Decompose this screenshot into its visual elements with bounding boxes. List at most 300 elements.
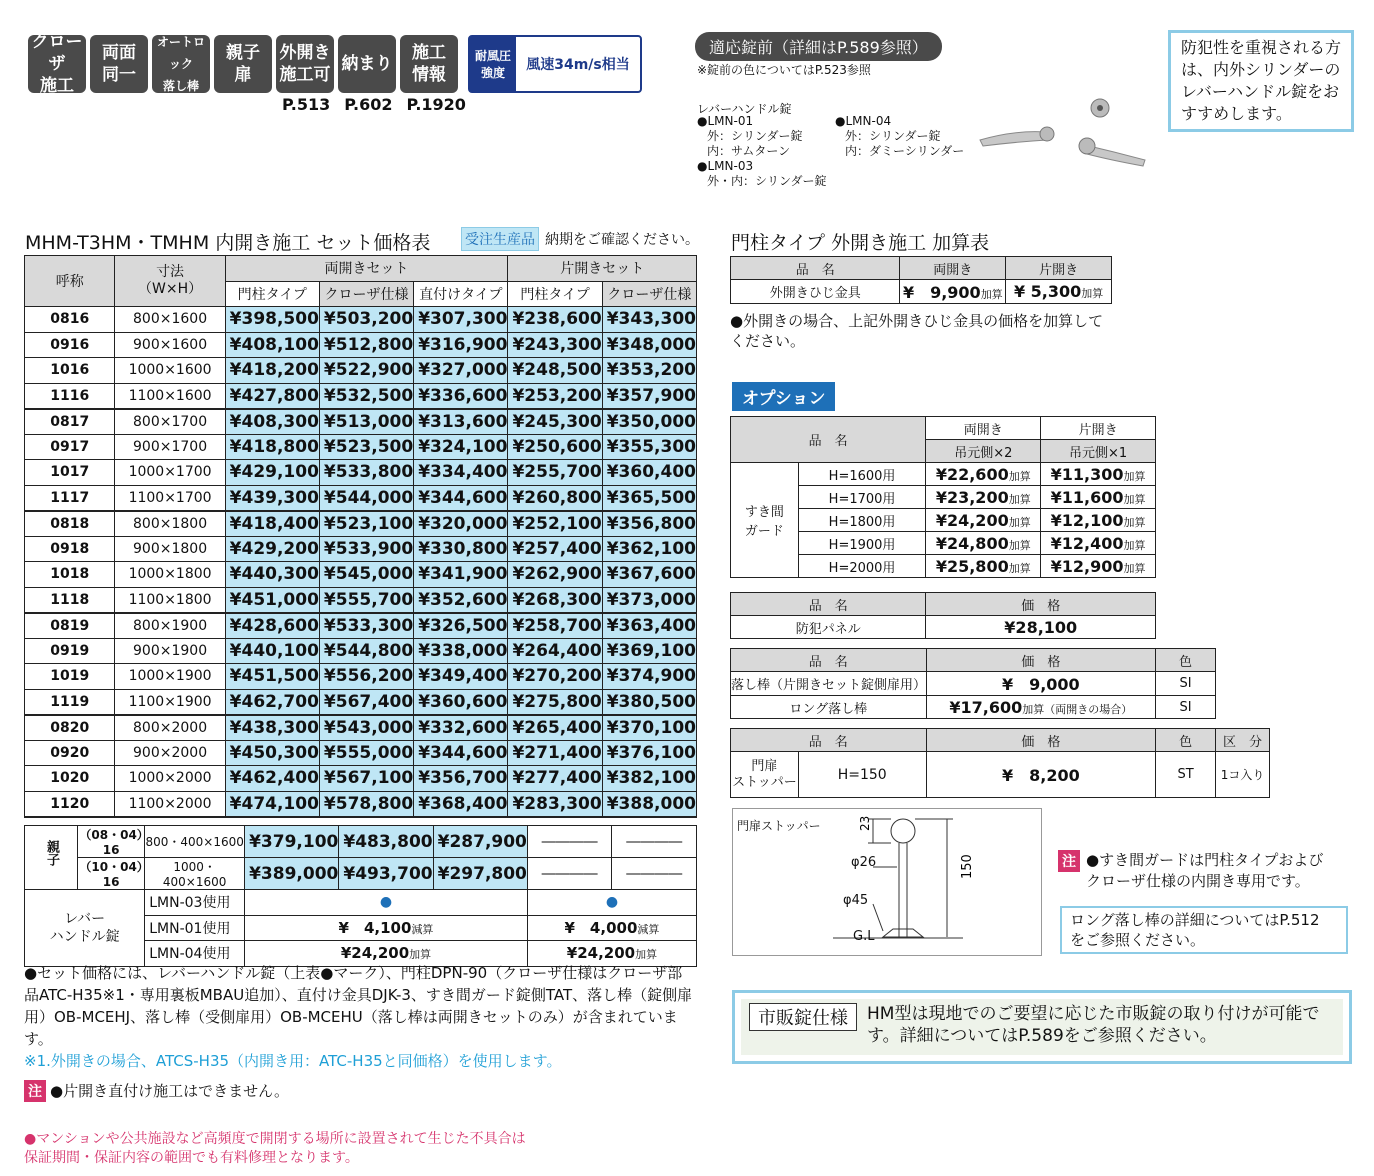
row-code: 0817 (25, 409, 115, 435)
row-price: ¥532,500 (319, 383, 413, 409)
outer-name: 外開きひじ金具 (731, 280, 900, 304)
lever-model: LMN-01使用 (145, 915, 245, 941)
guard-price: ¥24,800加算 (926, 532, 1041, 555)
row-size: 1000×1900 (115, 664, 225, 690)
row-size: 1000×1600 (115, 358, 225, 384)
table-row (25, 332, 697, 358)
row-price: ¥238,600 (508, 307, 602, 333)
row-price: ¥512,800 (319, 332, 413, 358)
row-price: ¥543,000 (319, 715, 413, 741)
row-price: ¥338,000 (414, 638, 508, 664)
oyako-size: 800・400×1600 (145, 826, 245, 858)
row-code: 1019 (25, 664, 115, 690)
row-price: ¥348,000 (602, 332, 696, 358)
guard-price: ¥11,300加算 (1041, 463, 1156, 486)
lock-item: 外：シリンダー錠 (845, 129, 941, 143)
row-price: ¥283,300 (508, 791, 602, 817)
guard-size: H=1600用 (798, 463, 926, 486)
page-ref: P.1920 (406, 95, 466, 114)
guard-h: 両開き (926, 417, 1041, 440)
feature-closer: クローザ 施工 (28, 35, 86, 93)
col-direct: 直付けタイプ (414, 281, 508, 307)
row-price: ¥428,600 (225, 613, 319, 639)
row-price: ¥380,500 (602, 689, 696, 715)
row-price: ¥260,800 (508, 485, 602, 511)
outer-title: 門柱タイプ 外開き施工 加算表 (731, 232, 990, 254)
row-price: ¥544,800 (319, 638, 413, 664)
row-price: ¥355,300 (602, 434, 696, 460)
row-size: 800×1800 (115, 511, 225, 537)
market-label: 市販錠仕様 (749, 1003, 857, 1031)
note-set: ●セット価格には、レバーハンドル錠（上表●マーク）、門柱DPN-90（クローザ仕様はクローザ部品ATC-H35※1・専用裏板MBAU追加）、直付け金具DJK-3、すき間ガード錠側TAT、落し棒（錠側扉用）OB-MCEHJ、落し棒（受側扉用）OB-MCEHU（落し棒は両開きセットのみ）が含まれています。 (24, 964, 693, 1048)
panel-h: 品 名 (731, 593, 926, 616)
note-red: ●マンションや公共施設など高頻度で開閉する場所に設置されて生じた不具合は 保証期間・保証内容の範囲でも有料修理となります。 (24, 1131, 526, 1166)
table-row (25, 485, 697, 511)
lever-price: ¥24,200加算 (245, 941, 528, 967)
outer-h: 品 名 (731, 257, 900, 280)
row-price: ¥258,700 (508, 613, 602, 639)
lever-mark: ● (245, 890, 528, 916)
row-price: ¥398,500 (225, 307, 319, 333)
col-pillar: 門柱タイプ (225, 281, 319, 307)
stopper-h: 区 分 (1216, 729, 1270, 752)
main-title: MHM-T3HM・TMHM 内開き施工 セット価格表 (25, 232, 431, 254)
dash: ―――― (527, 826, 612, 858)
guard-size: H=2000用 (798, 555, 926, 578)
row-price: ¥373,000 (602, 587, 696, 613)
row-price: ¥368,400 (414, 791, 508, 817)
stopper-price: ¥ 8,200 (926, 752, 1156, 798)
row-price: ¥343,300 (602, 307, 696, 333)
col-name: 呼称 (25, 256, 115, 307)
table-row (25, 791, 697, 817)
feature-oyako: 親子 扉 (214, 35, 272, 93)
oyako-price: ¥493,700 (339, 858, 433, 890)
stopper-name: 門扉 ストッパー (731, 752, 799, 798)
lock-item: 外：シリンダー錠 (707, 129, 803, 143)
price-table (24, 255, 697, 818)
row-price: ¥307,300 (414, 307, 508, 333)
row-price: ¥360,600 (414, 689, 508, 715)
lock-items-right (835, 114, 964, 159)
row-price: ¥556,200 (319, 664, 413, 690)
caution-mark: 注 (1058, 850, 1080, 872)
lever-price: ¥ 4,000減算 (527, 915, 696, 941)
row-price: ¥369,100 (602, 638, 696, 664)
row-price: ¥341,900 (414, 562, 508, 588)
row-price: ¥462,700 (225, 689, 319, 715)
outer-price: ¥ 5,300加算 (1006, 280, 1112, 304)
table-row (25, 766, 697, 792)
row-size: 1000×2000 (115, 766, 225, 792)
wind-value: 風速34m/s相当 (516, 37, 640, 91)
row-price: ¥365,500 (602, 485, 696, 511)
rod-name: 落し棒（片開きセット錠側扉用） (731, 672, 927, 696)
guard-h: 片開き (1041, 417, 1156, 440)
row-code: 0917 (25, 434, 115, 460)
row-price: ¥330,800 (414, 536, 508, 562)
rod-name: ロング落し棒 (731, 696, 927, 719)
row-price: ¥429,100 (225, 460, 319, 486)
row-price: ¥544,000 (319, 485, 413, 511)
row-price: ¥462,400 (225, 766, 319, 792)
row-price: ¥474,100 (225, 791, 319, 817)
row-code: 1118 (25, 587, 115, 613)
table-row (25, 740, 697, 766)
stopper-h: 価 格 (926, 729, 1156, 752)
row-price: ¥356,800 (602, 511, 696, 537)
market-text: HM型は現地でのご要望に応じた市販錠の取り付けが可能です。詳細についてはP.589をご参照ください。 (867, 1004, 1320, 1046)
feature-autolock: オートロック 落し棒 (152, 35, 210, 93)
table-row (25, 434, 697, 460)
row-code: 1116 (25, 383, 115, 409)
dash: ―――― (527, 858, 612, 890)
col-closer: クローザ仕様 (319, 281, 413, 307)
row-price: ¥408,100 (225, 332, 319, 358)
rod-color: SI (1156, 696, 1216, 719)
main-notes (24, 962, 696, 1072)
lever-handle-icon (975, 90, 1155, 170)
row-price: ¥382,100 (602, 766, 696, 792)
row-size: 900×1900 (115, 638, 225, 664)
row-price: ¥533,300 (319, 613, 413, 639)
row-price: ¥313,600 (414, 409, 508, 435)
note-single-row (24, 1080, 289, 1102)
row-price: ¥450,300 (225, 740, 319, 766)
rod-h: 価 格 (926, 649, 1156, 672)
lock-item: ●LMN-03 (697, 159, 754, 173)
option-title: オプション (732, 382, 835, 411)
oyako-code: （08・04）16 (78, 826, 145, 858)
row-price: ¥332,600 (414, 715, 508, 741)
dash: ―――― (612, 826, 697, 858)
row-price: ¥408,300 (225, 409, 319, 435)
guard-h: 吊元側×1 (1041, 440, 1156, 463)
row-price: ¥252,100 (508, 511, 602, 537)
table-row (25, 613, 697, 639)
note-single: ●片開き直付け施工はできません。 (50, 1082, 289, 1100)
row-code: 0820 (25, 715, 115, 741)
badge-order: 受注生産品 (461, 227, 539, 251)
badge-note: 納期をご確認ください。 (545, 232, 699, 248)
panel-h: 価 格 (926, 593, 1156, 616)
stopper-unit: 1コ入り (1216, 752, 1270, 798)
outer-h: 両開き (900, 257, 1006, 280)
recommend-box: 防犯性を重視される方は、内外シリンダーのレバーハンドル錠をおすすめします。 (1168, 30, 1354, 132)
table-row (25, 587, 697, 613)
row-size: 1100×2000 (115, 791, 225, 817)
lever-price: ¥ 4,100減算 (245, 915, 528, 941)
row-code: 0819 (25, 613, 115, 639)
feature-outer-open: 外開き 施工可 (276, 35, 334, 93)
guard-price: ¥12,100加算 (1041, 509, 1156, 532)
outer-h: 片開き (1006, 257, 1112, 280)
row-size: 900×1800 (115, 536, 225, 562)
guard-price: ¥22,600加算 (926, 463, 1041, 486)
row-price: ¥555,700 (319, 587, 413, 613)
row-price: ¥362,100 (602, 536, 696, 562)
table-row (25, 460, 697, 486)
row-code: 1018 (25, 562, 115, 588)
outer-table (730, 256, 1112, 304)
feature-icons (28, 32, 458, 96)
row-price: ¥264,400 (508, 638, 602, 664)
dash: ―――― (612, 858, 697, 890)
row-price: ¥440,300 (225, 562, 319, 588)
row-code: 1119 (25, 689, 115, 715)
table-row (25, 358, 697, 384)
row-price: ¥360,400 (602, 460, 696, 486)
stopper-table (730, 728, 1270, 798)
row-price: ¥418,200 (225, 358, 319, 384)
oyako-price: ¥297,800 (433, 858, 527, 890)
guard-size: H=1900用 (798, 532, 926, 555)
col-closer: クローザ仕様 (602, 281, 696, 307)
lock-item: ●LMN-04 (835, 114, 892, 128)
row-price: ¥277,400 (508, 766, 602, 792)
oyako-price: ¥389,000 (245, 858, 339, 890)
guard-price: ¥25,800加算 (926, 555, 1041, 578)
rod-price: ¥17,600加算（両開きの場合） (926, 696, 1156, 719)
row-price: ¥245,300 (508, 409, 602, 435)
row-price: ¥451,000 (225, 587, 319, 613)
row-price: ¥429,200 (225, 536, 319, 562)
row-price: ¥367,600 (602, 562, 696, 588)
stopper-diagram (732, 808, 1042, 956)
dim-gl: G.L (853, 929, 875, 944)
row-code: 1016 (25, 358, 115, 384)
guard-label: すき間 ガード (731, 463, 799, 578)
lever-model: LMN-03使用 (145, 890, 245, 916)
stopper-drawing (733, 809, 1043, 957)
oyako-price: ¥483,800 (339, 826, 433, 858)
outer-price: ¥ 9,900加算 (900, 280, 1006, 304)
row-price: ¥324,100 (414, 434, 508, 460)
rod-table (730, 648, 1216, 719)
guard-size: H=1800用 (798, 509, 926, 532)
row-code: 1020 (25, 766, 115, 792)
stopper-size: H=150 (798, 752, 926, 798)
lever-label: レバー ハンドル錠 (25, 890, 145, 967)
table-row (25, 715, 697, 741)
panel-name: 防犯パネル (731, 616, 926, 639)
guard-price: ¥12,400加算 (1041, 532, 1156, 555)
oyako-code: （10・04）16 (78, 858, 145, 890)
row-price: ¥356,700 (414, 766, 508, 792)
row-price: ¥451,500 (225, 664, 319, 690)
row-price: ¥567,400 (319, 689, 413, 715)
table-row (25, 562, 697, 588)
row-code: 1120 (25, 791, 115, 817)
row-code: 0919 (25, 638, 115, 664)
row-price: ¥344,600 (414, 740, 508, 766)
guard-price: ¥11,600加算 (1041, 486, 1156, 509)
oyako-price: ¥287,900 (433, 826, 527, 858)
table-row (25, 689, 697, 715)
row-size: 900×2000 (115, 740, 225, 766)
dim-45: φ45 (843, 893, 869, 908)
row-price: ¥438,300 (225, 715, 319, 741)
table-row (25, 664, 697, 690)
row-size: 800×1600 (115, 307, 225, 333)
note-long: ロング落し棒の詳細についてはP.512 をご参照ください。 (1060, 906, 1348, 954)
row-size: 1100×1700 (115, 485, 225, 511)
row-price: ¥513,000 (319, 409, 413, 435)
row-size: 1100×1600 (115, 383, 225, 409)
guard-price: ¥24,200加算 (926, 509, 1041, 532)
rod-h: 色 (1156, 649, 1216, 672)
row-price: ¥316,900 (414, 332, 508, 358)
lever-mark: ● (527, 890, 696, 916)
feature-construction: 施工 情報 (400, 35, 458, 93)
lock-title: 適応錠前（詳細はP.589参照） (695, 32, 942, 61)
row-size: 1000×1800 (115, 562, 225, 588)
row-price: ¥349,400 (414, 664, 508, 690)
dim-26: φ26 (851, 855, 877, 870)
rod-color: SI (1156, 672, 1216, 696)
row-price: ¥522,900 (319, 358, 413, 384)
row-price: ¥418,400 (225, 511, 319, 537)
row-price: ¥567,100 (319, 766, 413, 792)
lever-price: ¥24,200加算 (527, 941, 696, 967)
oyako-table (24, 825, 697, 967)
guard-price: ¥12,900加算 (1041, 555, 1156, 578)
note-guard-row (1058, 850, 1323, 892)
row-price: ¥363,400 (602, 613, 696, 639)
row-price: ¥353,200 (602, 358, 696, 384)
guard-price: ¥23,200加算 (926, 486, 1041, 509)
oyako-label: 親子 (25, 826, 78, 890)
oyako-price: ¥379,100 (245, 826, 339, 858)
row-size: 900×1600 (115, 332, 225, 358)
row-price: ¥344,600 (414, 485, 508, 511)
row-size: 1100×1900 (115, 689, 225, 715)
lever-model: LMN-04使用 (145, 941, 245, 967)
note-atcs: ※1.外開きの場合、ATCS-H35（内開き用：ATC-H35と同価格）を使用します。 (24, 1052, 562, 1070)
outer-note: ●外開きの場合、上記外開きひじ金具の価格を加算して ください。 (730, 312, 1104, 350)
row-price: ¥545,000 (319, 562, 413, 588)
row-code: 0916 (25, 332, 115, 358)
market-box (732, 990, 1352, 1064)
row-price: ¥336,600 (414, 383, 508, 409)
row-price: ¥265,400 (508, 715, 602, 741)
feature-both-sides: 両面 同一 (90, 35, 148, 93)
row-price: ¥271,400 (508, 740, 602, 766)
row-price: ¥374,900 (602, 664, 696, 690)
guard-table (730, 416, 1156, 578)
lock-item: 内：ダミーシリンダー (845, 144, 965, 158)
row-size: 1100×1800 (115, 587, 225, 613)
row-size: 800×1700 (115, 409, 225, 435)
row-size: 800×2000 (115, 715, 225, 741)
panel-price: ¥28,100 (926, 616, 1156, 639)
row-code: 0816 (25, 307, 115, 333)
oyako-size: 1000・400×1600 (145, 858, 245, 890)
row-price: ¥523,500 (319, 434, 413, 460)
row-price: ¥262,900 (508, 562, 602, 588)
row-price: ¥268,300 (508, 587, 602, 613)
table-row (25, 638, 697, 664)
lock-items-left (697, 114, 827, 189)
table-row (25, 307, 697, 333)
table-row (25, 511, 697, 537)
note-guard: ●すき間ガードは門柱タイプおよび クローザ仕様の内開き専用です。 (1086, 851, 1324, 890)
row-size: 1000×1700 (115, 460, 225, 486)
row-price: ¥357,900 (602, 383, 696, 409)
page-ref: P.602 (344, 95, 393, 114)
row-price: ¥376,100 (602, 740, 696, 766)
row-price: ¥427,800 (225, 383, 319, 409)
row-price: ¥255,700 (508, 460, 602, 486)
panel-table (730, 592, 1156, 639)
row-code: 0818 (25, 511, 115, 537)
guard-h: 品 名 (731, 417, 926, 463)
dim-23: 23 (858, 815, 872, 831)
caution-mark: 注 (24, 1080, 46, 1102)
dim-150: 150 (960, 854, 975, 879)
rod-h: 品 名 (731, 649, 927, 672)
lock-item: ●LMN-01 (697, 114, 754, 128)
table-row (25, 536, 697, 562)
row-price: ¥523,100 (319, 511, 413, 537)
row-size: 900×1700 (115, 434, 225, 460)
feature-fit: 納まり (338, 35, 396, 93)
row-price: ¥370,100 (602, 715, 696, 741)
stopper-h: 色 (1156, 729, 1216, 752)
col-double: 両開きセット (225, 256, 508, 282)
row-price: ¥253,200 (508, 383, 602, 409)
col-pillar: 門柱タイプ (508, 281, 602, 307)
row-code: 0918 (25, 536, 115, 562)
row-price: ¥388,000 (602, 791, 696, 817)
row-price: ¥257,400 (508, 536, 602, 562)
lock-note: ※錠前の色についてはP.523参照 (697, 63, 871, 77)
page-refs (282, 95, 466, 114)
row-price: ¥326,500 (414, 613, 508, 639)
row-price: ¥418,800 (225, 434, 319, 460)
row-code: 0920 (25, 740, 115, 766)
row-price: ¥327,000 (414, 358, 508, 384)
row-code: 1017 (25, 460, 115, 486)
col-single: 片開きセット (508, 256, 697, 282)
table-row (25, 409, 697, 435)
row-price: ¥248,500 (508, 358, 602, 384)
lock-heading: レバーハンドル錠 (697, 102, 792, 116)
lock-item: 内：サムターン (707, 144, 791, 158)
lock-item: 外・内：シリンダー錠 (707, 174, 827, 188)
col-size: 寸法 （W×H） (115, 256, 225, 307)
stopper-color: ST (1156, 752, 1216, 798)
wind-badge (468, 35, 642, 93)
guard-size: H=1700用 (798, 486, 926, 509)
row-price: ¥350,000 (602, 409, 696, 435)
row-price: ¥243,300 (508, 332, 602, 358)
row-price: ¥440,100 (225, 638, 319, 664)
row-price: ¥533,900 (319, 536, 413, 562)
table-row (25, 383, 697, 409)
row-price: ¥555,000 (319, 740, 413, 766)
row-price: ¥275,800 (508, 689, 602, 715)
guard-h: 吊元側×2 (926, 440, 1041, 463)
row-price: ¥320,000 (414, 511, 508, 537)
row-price: ¥250,600 (508, 434, 602, 460)
row-size: 800×1900 (115, 613, 225, 639)
stopper-h: 品 名 (731, 729, 927, 752)
row-price: ¥439,300 (225, 485, 319, 511)
row-price: ¥270,200 (508, 664, 602, 690)
guard-row (731, 463, 1156, 486)
row-price: ¥533,800 (319, 460, 413, 486)
